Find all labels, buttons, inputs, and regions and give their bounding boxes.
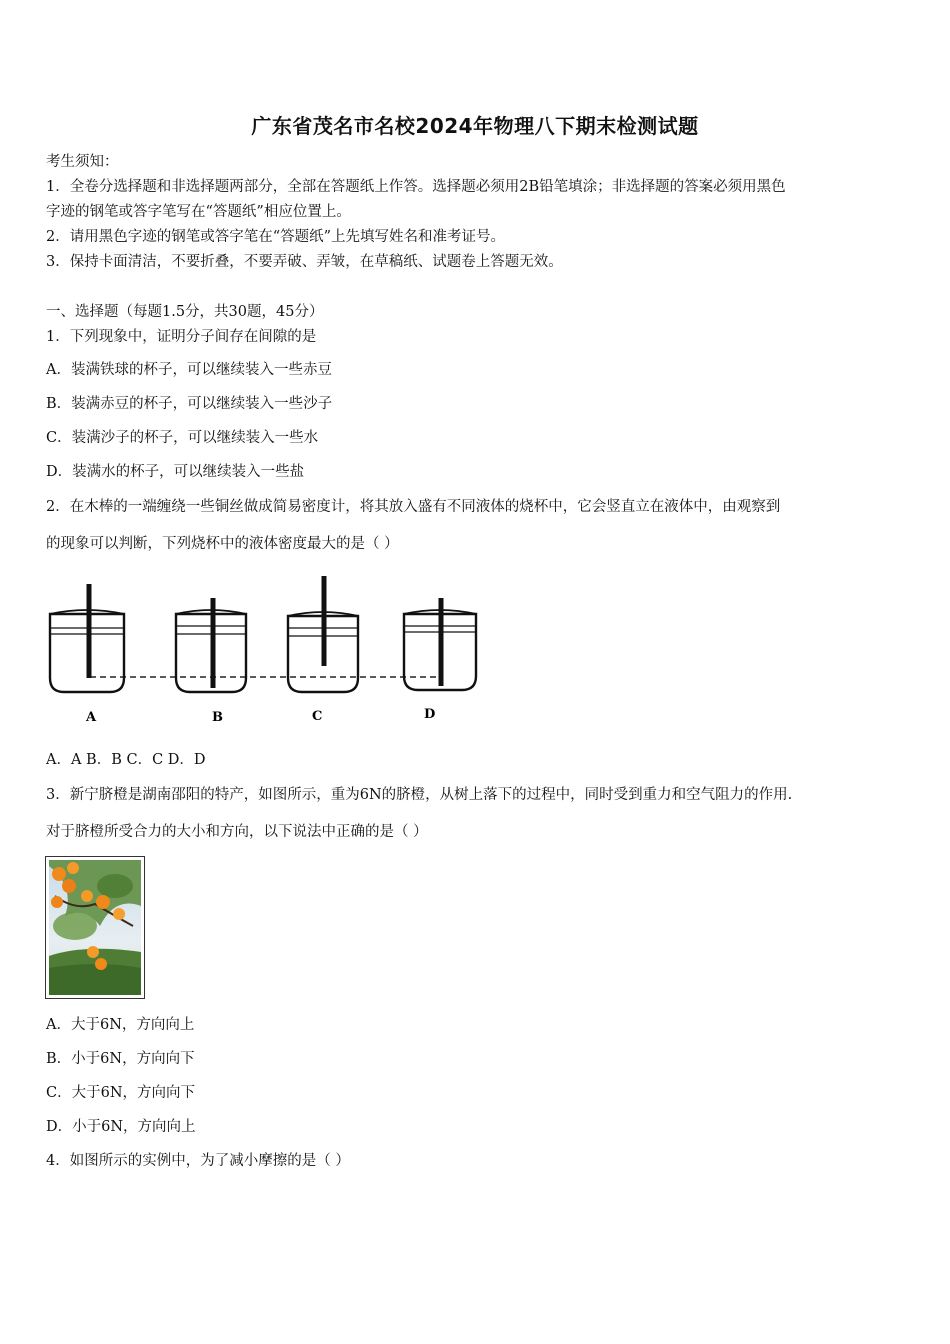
q2-options: A．A B．B C．C D．D bbox=[46, 752, 206, 768]
q1-option-a: A．装满铁球的杯子，可以继续装入一些赤豆 bbox=[46, 362, 332, 378]
q4-stem: 4．如图所示的实例中，为了减小摩擦的是（ ） bbox=[46, 1153, 350, 1169]
q3-option-d: D．小于6N，方向向上 bbox=[46, 1119, 196, 1135]
q3-stem-line1: 3．新宁脐橙是湖南邵阳的特产，如图所示，重为6N的脐橙，从树上落下的过程中，同时受到重力和空气阻力的作用. bbox=[46, 787, 793, 803]
q3-option-a: A．大于6N，方向向上 bbox=[46, 1017, 195, 1033]
beaker-d bbox=[404, 598, 476, 690]
beaker-c bbox=[288, 576, 358, 692]
q3-stem-line2: 对于脐橙所受合力的大小和方向，以下说法中正确的是（ ） bbox=[46, 824, 428, 840]
beaker-b bbox=[176, 598, 246, 692]
hydrometer-beakers-figure bbox=[40, 570, 490, 730]
q3-option-b: B．小于6N，方向向下 bbox=[46, 1051, 195, 1067]
notice-item: 1．全卷分选择题和非选择题两部分，全部在答题纸上作答。选择题必须用2B铅笔填涂；非选择题的答案必须用黑色 bbox=[46, 179, 786, 195]
q1-option-b: B．装满赤豆的杯子，可以继续装入一些沙子 bbox=[46, 396, 333, 412]
notice-item: 2．请用黑色字迹的钢笔或答字笔在“答题纸”上先填写姓名和准考证号。 bbox=[46, 229, 506, 245]
notice-heading: 考生须知： bbox=[46, 154, 119, 170]
notice-item: 3．保持卡面清洁，不要折叠，不要弄破、弄皱，在草稿纸、试题卷上答题无效。 bbox=[46, 254, 563, 270]
q2-stem-line1: 2．在木棒的一端缠绕一些铜丝做成简易密度计，将其放入盛有不同液体的烧杯中，它会竖直立在液体中，由观察到 bbox=[46, 499, 781, 515]
q3-option-c: C．大于6N，方向向下 bbox=[46, 1085, 196, 1101]
figure-label-d: D bbox=[424, 707, 436, 722]
page-title: 广东省茂名市名校2024年物理八下期末检测试题 bbox=[251, 114, 699, 138]
figure-label-a: A bbox=[86, 710, 97, 725]
q1-option-d: D．装满水的杯子，可以继续装入一些盐 bbox=[46, 464, 305, 480]
figure-label-b: B bbox=[212, 710, 223, 725]
q1-stem: 1．下列现象中，证明分子间存在间隙的是 bbox=[46, 329, 317, 345]
q1-option-c: C．装满沙子的杯子，可以继续装入一些水 bbox=[46, 430, 319, 446]
figure-label-c: C bbox=[312, 709, 323, 724]
notice-item: 字迹的钢笔或答字笔写在“答题纸”相应位置上。 bbox=[46, 204, 351, 220]
navel-orange-photo bbox=[45, 856, 145, 999]
beaker-a bbox=[50, 584, 124, 692]
q2-stem-line2: 的现象可以判断，下列烧杯中的液体密度最大的是（ ） bbox=[46, 536, 399, 552]
section-heading: 一、选择题（每题1.5分，共30题，45分） bbox=[46, 304, 324, 320]
